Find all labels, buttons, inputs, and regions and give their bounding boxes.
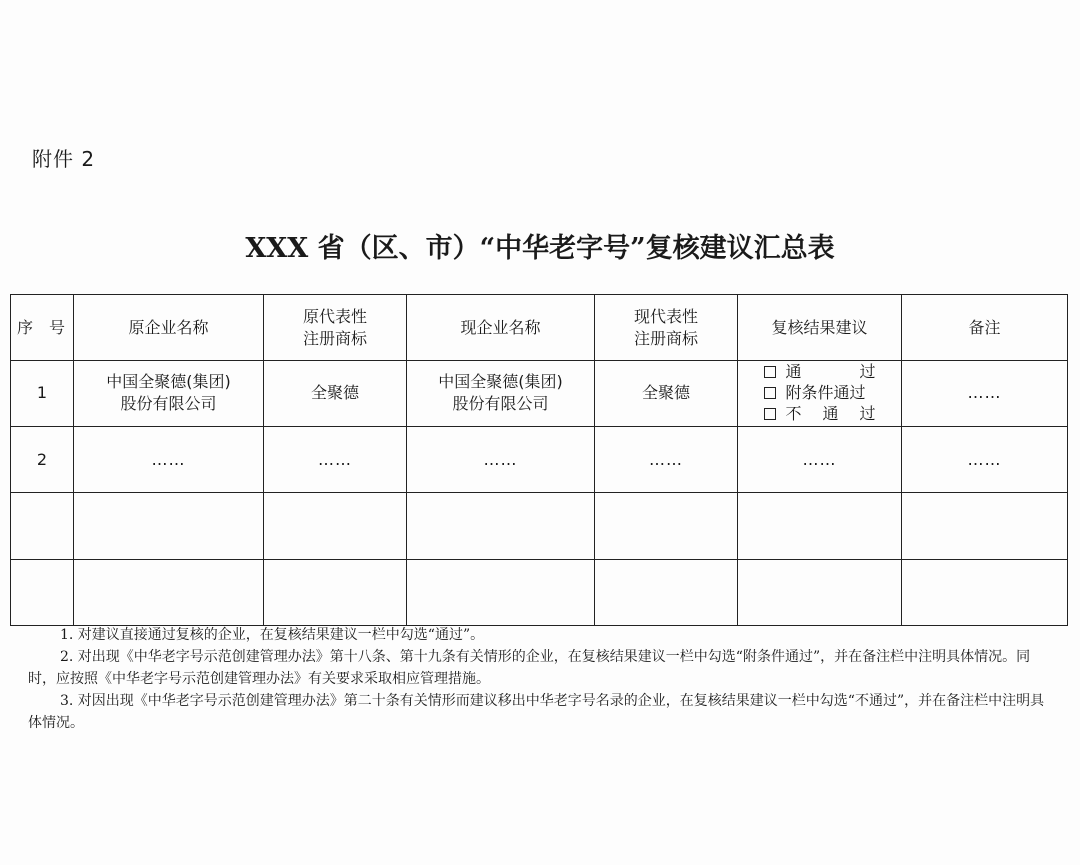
- cell-review-options: [738, 361, 902, 427]
- cell-seq: 2: [11, 426, 74, 492]
- note-3: 3. 对因出现《中华老字号示范创建管理办法》第二十条有关情形而建议移出中华老字号名录的企业，在复核结果建议一栏中勾选“不通过”，并在备注栏中注明具体情况。: [28, 693, 1045, 731]
- empty-cell: [595, 493, 738, 559]
- col-header-current-name: 现企业名称: [407, 295, 595, 361]
- cell-current-trademark: 全聚德: [595, 361, 738, 427]
- col-header-original-name: 原企业名称: [74, 295, 264, 361]
- table-row: [11, 361, 1068, 427]
- empty-cell: [74, 559, 264, 625]
- checkbox-pass[interactable]: [764, 366, 776, 378]
- cell-review-result: ……: [738, 426, 902, 492]
- option-pass-char2: 过: [859, 362, 876, 382]
- checkbox-fail[interactable]: [764, 408, 776, 420]
- col-header-seq-a: 序: [16, 317, 35, 337]
- option-pass-char1: 通: [785, 362, 802, 382]
- cell-seq: 1: [11, 361, 74, 427]
- table-row-empty: [11, 493, 1068, 559]
- cell-current-name-line2: 股份有限公司: [452, 394, 549, 414]
- col-header-remark: 备注: [902, 295, 1068, 361]
- col-header-seq: [11, 295, 74, 361]
- cell-original-name: [74, 361, 264, 427]
- summary-table: [10, 294, 1068, 626]
- col-header-original-trademark: [264, 295, 407, 361]
- empty-cell: [407, 559, 595, 625]
- empty-cell: [74, 493, 264, 559]
- option-fail[interactable]: [764, 403, 876, 424]
- table-row-empty: [11, 559, 1068, 625]
- empty-cell: [11, 559, 74, 625]
- col-header-current-trademark-line2: 注册商标: [633, 328, 698, 348]
- cell-original-trademark: 全聚德: [264, 361, 407, 427]
- cell-remark: ……: [902, 426, 1068, 492]
- page-title: XXX 省（区、市）“中华老字号”复核建议汇总表: [245, 233, 835, 264]
- note-1: 1. 对建议直接通过复核的企业，在复核结果建议一栏中勾选“通过”。: [60, 627, 485, 643]
- table-row: [11, 426, 1068, 492]
- empty-cell: [407, 493, 595, 559]
- note-2: 2. 对出现《中华老字号示范创建管理办法》第十八条、第十九条有关情形的企业，在复核结果建议一栏中勾选“附条件通过”，并在备注栏中注明具体情况。同时，应按照《中华老字号示范创建管理办法》有关要求采取相应管理措施。: [28, 649, 1031, 687]
- empty-cell: [902, 493, 1068, 559]
- empty-cell: [902, 559, 1068, 625]
- empty-cell: [738, 493, 902, 559]
- empty-cell: [738, 559, 902, 625]
- option-fail-char1: 不: [785, 404, 802, 424]
- cell-original-name-line2: 股份有限公司: [120, 394, 217, 414]
- cell-current-trademark: ……: [595, 426, 738, 492]
- cell-original-name-line1: 中国全聚德(集团): [106, 372, 231, 392]
- col-header-current-trademark: [595, 295, 738, 361]
- option-conditional-pass-label: 附条件通过: [785, 383, 866, 403]
- col-header-original-trademark-line1: 原代表性: [302, 306, 367, 326]
- option-fail-char2: 通: [822, 404, 839, 424]
- notes-section: [28, 624, 1053, 734]
- cell-current-name-line1: 中国全聚德(集团): [438, 372, 563, 392]
- table-header-row: [11, 295, 1068, 361]
- empty-cell: [595, 559, 738, 625]
- empty-cell: [264, 493, 407, 559]
- cell-remark: ……: [902, 361, 1068, 427]
- col-header-original-trademark-line2: 注册商标: [302, 328, 367, 348]
- col-header-current-trademark-line1: 现代表性: [633, 306, 698, 326]
- cell-original-name: ……: [74, 426, 264, 492]
- attachment-label: 附件 2: [32, 147, 96, 171]
- option-conditional-pass[interactable]: [764, 382, 876, 403]
- empty-cell: [11, 493, 74, 559]
- col-header-seq-b: 号: [49, 317, 68, 337]
- cell-current-name: [407, 361, 595, 427]
- col-header-review-result: 复核结果建议: [738, 295, 902, 361]
- checkbox-conditional-pass[interactable]: [764, 387, 776, 399]
- empty-cell: [264, 559, 407, 625]
- cell-original-trademark: ……: [264, 426, 407, 492]
- option-fail-char3: 过: [859, 404, 876, 424]
- cell-current-name: ……: [407, 426, 595, 492]
- option-pass[interactable]: [764, 361, 876, 382]
